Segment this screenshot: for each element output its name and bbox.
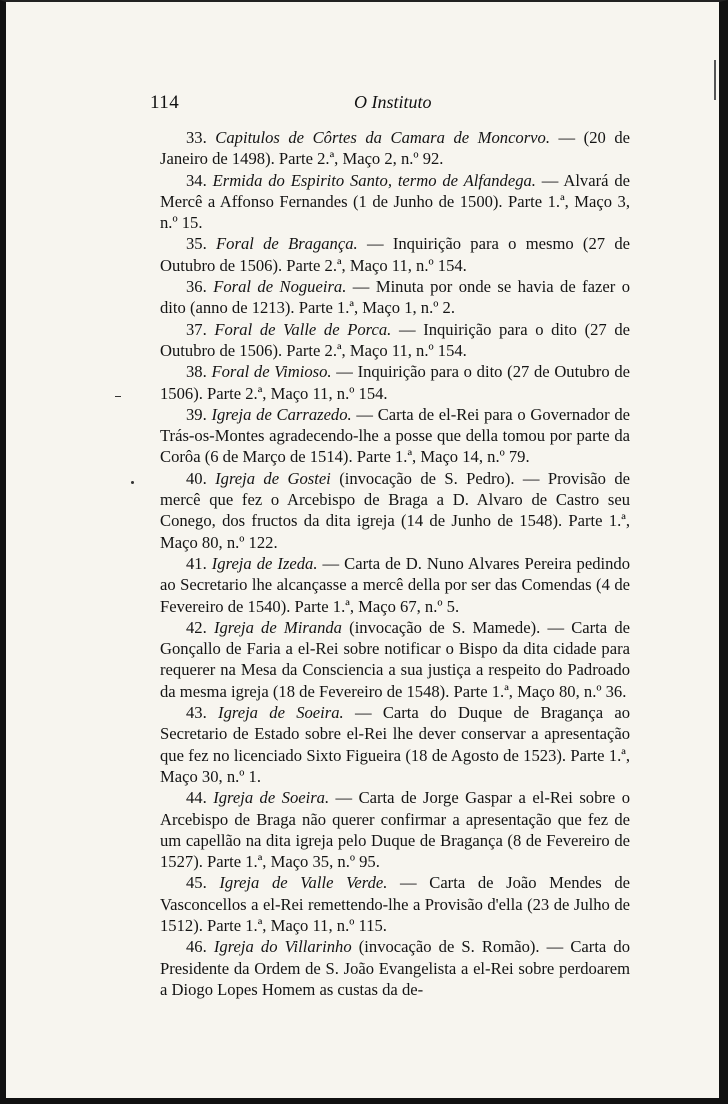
entry-text: — Inquirição para o mesmo (27 de Outubro de 1506). Parte 2.ª, Maço 11, n.º 154. <box>160 234 631 275</box>
entry-text: (invocação de S. Pedro). — Provisão de mercê que fez o Arcebispo de Braga a D. Alvaro de Castro seu Conego, dos fructos da dita igreja (14 de Junho de 1548). Parte 1.ª, Maço 80, n.º 122. <box>160 468 630 552</box>
catalog-entry: 42. Igreja de Miranda (invocação de S. Mamede). — Carta de Gonçallo de Faria a el-Rei sobre notificar o Bispo da dita cidade para requerer na Mesa da Consciencia a sua justiça a respeito do Padroado da mesma igreja (18 de Fevereiro de 1548). Parte 1.ª, Maço 80, n.º 36. <box>160 617 630 701</box>
entry-title: Foral de Valle de Porca. <box>214 319 392 339</box>
entry-title: Foral de Vimioso. <box>211 362 332 382</box>
entry-text: — Inquirição para o dito (27 de Outubro de 1506). Parte 2.ª, Maço 11, n.º 154. <box>160 319 630 360</box>
catalog-entry: 41. Igreja de Izeda. — Carta de D. Nuno Alvares Pereira pedindo ao Secretario lhe alcançasse a mercê della por ser das Comendas (4 de Fevereiro de 1540). Parte 1.ª, Maço 67, n.º 5. <box>160 553 630 616</box>
entry-title: Ermida do Espirito Santo, termo de Alfandega. <box>212 170 536 190</box>
catalog-entry: 33. Capitulos de Côrtes da Camara de Moncorvo. — (20 de Janeiro de 1498). Parte 2.ª, Maço 2, n.º 92. <box>160 128 630 169</box>
scan-speck <box>115 396 121 397</box>
entry-title: Foral de Bragança. <box>216 234 358 254</box>
entry-title: Igreja de Gostei <box>215 468 331 488</box>
catalog-entries <box>160 127 630 1000</box>
entry-title: Igreja de Carrazedo. <box>211 404 352 424</box>
entry-text: — Carta de D. Nuno Alvares Pereira pedindo ao Secretario lhe alcançasse a mercê della por ser das Comendas (4 de Fevereiro de 1540). Parte 1.ª, Maço 67, n.º 5. <box>160 553 630 616</box>
entry-text: — Carta de João Mendes de Vasconcellos a el-Rei remettendo-lhe a Provisão d'ella (23 de Julho de 1512). Parte 1.ª, Maço 11, n.º 115. <box>160 873 630 935</box>
entry-text: (invocação de S. Mamede). — Carta de Gonçallo de Faria a el-Rei sobre notificar o Bispo da dita cidade para requerer na Mesa da Consciencia a sua justiça a respeito do Padroado da mesma igreja (18 de Fevereiro de 1548). Parte 1.ª, Maço 80, n.º 36. <box>160 617 630 701</box>
running-title: O Instituto <box>354 92 432 112</box>
entry-title: Capitulos de Côrtes da Camara de Moncorvo. <box>215 128 550 147</box>
entry-title: Igreja de Soeira. <box>218 703 344 723</box>
page-number: 114 <box>150 92 180 113</box>
entry-text: — (20 de Janeiro de 1498). Parte 2.ª, Maço 2, n.º 92. <box>160 128 630 169</box>
catalog-entry: 37. Foral de Valle de Porca. — Inquirição para o dito (27 de Outubro de 1506). Parte 2.ª, Maço 11, n.º 154. <box>160 319 630 360</box>
entry-text: — Carta de el-Rei para o Governador de Trás-os-Montes agradecendo-lhe a posse que della tomou por parte da Corôa (6 de Março de 1514). Parte 1.ª, Maço 14, n.º 79. <box>160 404 630 467</box>
entry-title: Igreja de Izeda. <box>211 553 318 573</box>
scan-speck <box>131 481 134 484</box>
entry-text: — Inquirição para o dito (27 de Outubro de 1506). Parte 2.ª, Maço 11, n.º 154. <box>160 362 630 403</box>
catalog-entry: 35. Foral de Bragança. — Inquirição para o mesmo (27 de Outubro de 1506). Parte 2.ª, Maço 11, n.º 154. <box>160 234 631 275</box>
entry-title: Igreja de Miranda <box>213 617 342 637</box>
catalog-entry: 36. Foral de Nogueira. — Minuta por onde se havia de fazer o dito (anno de 1213). Parte 1.ª, Maço 1, n.º 2. <box>160 277 631 318</box>
entry-text: — Carta do Duque de Bragança ao Secretario de Estado sobre el-Rei lhe dever conservar a apresentação que fez no licenciado Sixto Figueira (18 de Agosto de 1523). Parte 1.ª, Maço 30, n.º 1. <box>160 703 630 786</box>
entry-text: — Alvará de Mercê a Affonso Fernandes (1 de Junho de 1500). Parte 1.ª, Maço 3, n.º 15. <box>160 170 630 233</box>
entry-title: Igreja de Soeira. <box>213 788 330 808</box>
entry-title: Foral de Nogueira. <box>213 277 347 297</box>
catalog-entry: 38. Foral de Vimioso. — Inquirição para o dito (27 de Outubro de 1506). Parte 2.ª, Maço 11, n.º 154. <box>160 362 630 403</box>
catalog-entry: 44. Igreja de Soeira. — Carta de Jorge Gaspar a el-Rei sobre o Arcebispo de Braga não querer confirmar a apresentação que fez de um capellão na dita igreja pelo Duque de Bragança (8 de Fevereiro de 1527). Parte 1.ª, Maço 35, n.º 95. <box>160 788 630 872</box>
entry-title: Igreja do Villarinho <box>213 937 352 957</box>
catalog-entry: 34. Ermida do Espirito Santo, termo de Alfandega. — Alvará de Mercê a Affonso Fernandes (1 de Junho de 1500). Parte 1.ª, Maço 3, n.º 15. <box>160 170 630 233</box>
catalog-entry: 39. Igreja de Carrazedo. — Carta de el-Rei para o Governador de Trás-os-Montes agradecendo-lhe a posse que della tomou por parte da Corôa (6 de Março de 1514). Parte 1.ª, Maço 14, n.º 79. <box>160 404 630 467</box>
catalog-entry: 45. Igreja de Valle Verde. — Carta de João Mendes de Vasconcellos a el-Rei remettendo-lhe a Provisão d'ella (23 de Julho de 1512). Parte 1.ª, Maço 11, n.º 115. <box>160 873 630 935</box>
scan-speck <box>714 60 716 100</box>
catalog-entry: 40. Igreja de Gostei (invocação de S. Pedro). — Provisão de mercê que fez o Arcebispo de Braga a D. Alvaro de Castro seu Conego, dos fructos da dita igreja (14 de Junho de 1548). Parte 1.ª, Maço 80, n.º 122. <box>160 468 630 552</box>
entry-text: — Minuta por onde se havia de fazer o dito (anno de 1213). Parte 1.ª, Maço 1, n.º 2. <box>160 277 631 318</box>
entry-text: (invocação de S. Romão). — Carta do Presidente da Ordem de S. João Evangelista a el-Rei sobre perdoarem a Diogo Lopes Homem as custas da de- <box>160 937 631 999</box>
catalog-entry: 43. Igreja de Soeira. — Carta do Duque de Bragança ao Secretario de Estado sobre el-Rei lhe dever conservar a apresentação que fez no licenciado Sixto Figueira (18 de Agosto de 1523). Parte 1.ª, Maço 30, n.º 1. <box>160 703 630 786</box>
page-header <box>150 92 626 116</box>
catalog-entry: 46. Igreja do Villarinho (invocação de S. Romão). — Carta do Presidente da Ordem de S. João Evangelista a el-Rei sobre perdoarem a Diogo Lopes Homem as custas da de- <box>160 937 631 999</box>
entry-title: Igreja de Valle Verde. <box>219 873 388 893</box>
entry-text: — Carta de Jorge Gaspar a el-Rei sobre o Arcebispo de Braga não querer confirmar a apresentação que fez de um capellão na dita igreja pelo Duque de Bragança (8 de Fevereiro de 1527). Parte 1.ª, Maço 35, n.º 95. <box>160 788 630 872</box>
